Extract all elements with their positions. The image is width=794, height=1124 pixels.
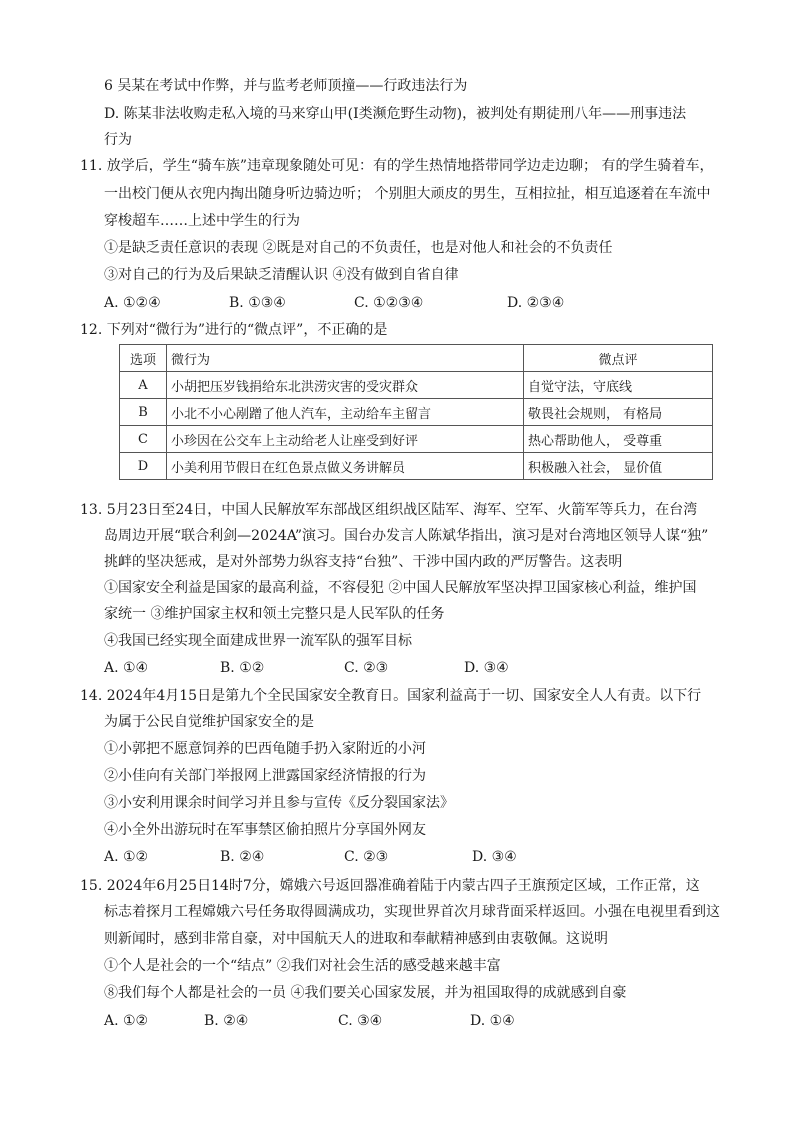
table-row [120, 426, 713, 453]
q14-stem-line1: 14. 2024年4月15日是第九个全民国家安全教育日。国家利益高于一切、国家安全人人有责。以下行 [80, 688, 702, 704]
q15-options [104, 1011, 604, 1031]
q13-stem-line1: 13. 5月23日至24日，中国人民解放军东部战区组织战区陆军、海军、空军、火箭军等兵力，在台湾 [80, 502, 698, 518]
q11-options [104, 293, 604, 313]
q12-stem: 12. 下列对“微行为”进行的“微点评”，不正确的是 [80, 322, 388, 338]
table-header-cell: 微行为 [167, 345, 524, 372]
q15-option-a: A. ①② [104, 1013, 149, 1029]
table-row [120, 453, 713, 480]
q15-stem-line3: 则新闻时，感到非常自豪，对中国航天人的进取和奉献精神感到由衷敬佩。这说明 [104, 931, 608, 947]
table-header-cell: 微点评 [524, 345, 713, 372]
q15-option-b: B. ②④ [204, 1013, 249, 1029]
q14-option-d: D. ③④ [472, 849, 517, 865]
q15-stem-line1: 15. 2024年6月25日14时7分，嫦娥六号返回器准确着陆于内蒙古四子王旗预定区域，工作正常，这 [80, 878, 700, 894]
q11-statement-line1: ①是缺乏责任意识的表现 ②既是对自己的不负责任，也是对他人和社会的不负责任 [104, 240, 613, 256]
q14-option-a: A. ①② [104, 849, 149, 865]
q12-table [119, 344, 713, 480]
q11-statement-line2: ③对自己的行为及后果缺乏清醒认识 ④没有做到自省自律 [104, 267, 459, 283]
table-header-cell: 选项 [120, 345, 167, 372]
q13-stem-line2: 岛周边开展“联合利剑—2024A”演习。国台办发言人陈斌华指出，演习是对台湾地区领导人谋“独” [104, 528, 709, 544]
q13-option-a: A. ①④ [104, 660, 149, 676]
table-cell-option: A [120, 372, 167, 399]
q13-option-c: C. ②③ [344, 660, 389, 676]
q11-option-d: D. ②③④ [507, 295, 565, 311]
table-cell-comment: 积极融入社会， 显价值 [524, 453, 713, 480]
option-d-line1: D. 陈某非法收购走私入境的马来穿山甲(Ⅰ类濒危野生动物)，被判处有期徒刑八年——刑事违法 [104, 106, 687, 122]
table-cell-option: C [120, 426, 167, 453]
table-cell-behavior: 小珍因在公交车上主动给老人让座受到好评 [167, 426, 524, 453]
q13-option-d: D. ③④ [464, 660, 509, 676]
q11-option-a: A. ①②④ [104, 295, 161, 311]
q15-statement-line2: ⑧我们每个人都是社会的一员 ④我们要关心国家发展，并为祖国取得的成就感到自豪 [104, 985, 627, 1001]
q14-statement-2: ②小佳向有关部门举报网上泄露国家经济情报的行为 [104, 768, 426, 784]
table-cell-comment: 热心帮助他人， 受尊重 [524, 426, 713, 453]
q14-stem-line2: 为属于公民自觉维护国家安全的是 [104, 714, 314, 730]
q13-statement-line3: ④我国已经实现全面建成世界一流军队的强军目标 [104, 633, 412, 649]
q14-statement-1: ①小郭把不愿意饲养的巴西龟随手扔入家附近的小河 [104, 741, 426, 757]
q15-stem-line2: 标志着探月工程嫦娥六号任务取得圆满成功，实现世界首次月球背面采样返回。小强在电视里看到这 [104, 904, 720, 920]
table-cell-behavior: 小北不小心剐蹭了他人汽车，主动给车主留言 [167, 399, 524, 426]
q14-option-c: C. ②③ [344, 849, 389, 865]
q14-statement-4: ④小全外出游玩时在军事禁区偷拍照片分享国外网友 [104, 822, 426, 838]
table-cell-behavior: 小美利用节假日在红色景点做义务讲解员 [167, 453, 524, 480]
q14-options [104, 847, 604, 867]
option-d-line2: 行为 [104, 132, 132, 148]
table-cell-comment: 自觉守法，守底线 [524, 372, 713, 399]
table-cell-behavior: 小胡把压岁钱捐给东北洪涝灾害的受灾群众 [167, 372, 524, 399]
table-cell-option: D [120, 453, 167, 480]
q13-options [104, 658, 604, 678]
q14-option-b: B. ②④ [220, 849, 265, 865]
q13-stem-line3: 挑衅的坚决惩戒，是对外部势力纵容支持“台独”、干涉中国内政的严厉警告。这表明 [104, 554, 623, 570]
table-header-row [120, 345, 713, 372]
q13-statement-line1: ①国家安全利益是国家的最高利益，不容侵犯 ②中国人民解放军坚决捍卫国家核心利益，维护国 [104, 580, 697, 596]
option-b-line: 6 吴某在考试中作弊，并与监考老师顶撞——行政违法行为 [104, 78, 468, 94]
q13-option-b: B. ①② [220, 660, 265, 676]
q15-option-c: C. ③④ [338, 1013, 383, 1029]
q11-stem-line2: 一出校门便从衣兜内掏出随身听边骑边听； 个别胆大顽皮的男生，互相拉扯，相互追逐着在车流中 [104, 186, 711, 202]
q13-statement-line2: 家统一 ③维护国家主权和领土完整只是人民军队的任务 [104, 606, 445, 622]
table-cell-comment: 敬畏社会规则， 有格局 [524, 399, 713, 426]
q11-option-b: B. ①③④ [229, 295, 286, 311]
q15-statement-line1: ①个人是社会的一个“结点” ②我们对社会生活的感受越来越丰富 [104, 958, 501, 974]
table-row [120, 372, 713, 399]
q11-stem-line1: 11. 放学后，学生“骑车族”违章现象随处可见：有的学生热情地搭带同学边走边聊； 有的学生骑着车， [80, 158, 714, 174]
q14-statement-3: ③小安利用课余时间学习并且参与宣传《反分裂国家法》 [104, 795, 454, 811]
q11-stem-line3: 穿梭超车……上述中学生的行为 [104, 213, 300, 229]
table-cell-option: B [120, 399, 167, 426]
q15-option-d: D. ①④ [470, 1013, 515, 1029]
q11-option-c: C. ①②③④ [354, 295, 424, 311]
table-row [120, 399, 713, 426]
